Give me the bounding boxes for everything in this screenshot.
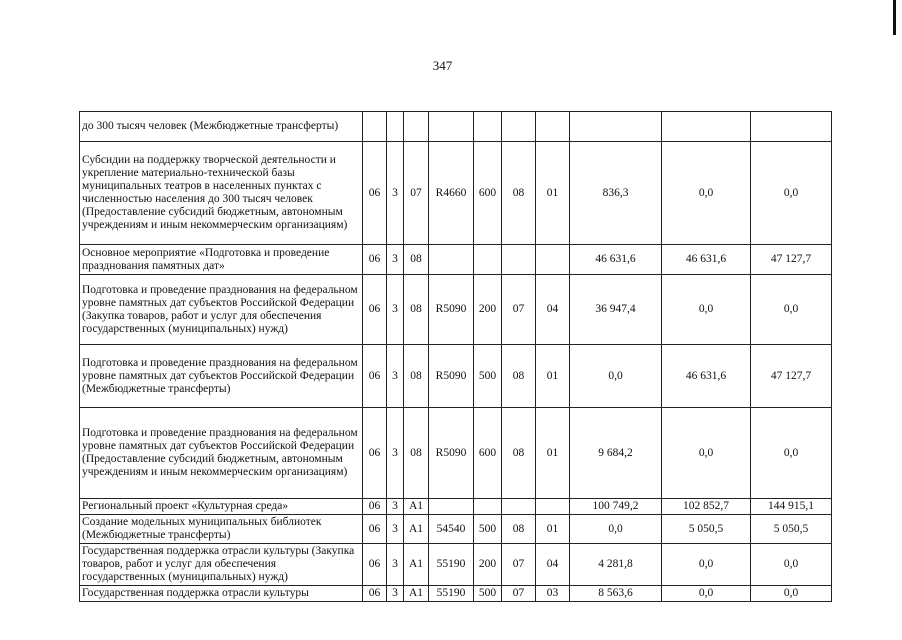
row-v1-cell: 0,0 xyxy=(570,345,662,408)
row-v3-cell: 144 915,1 xyxy=(751,499,832,515)
row-c6-cell: 08 xyxy=(502,408,536,499)
row-c4-cell: R5090 xyxy=(429,275,474,345)
row-c1-cell: 06 xyxy=(363,586,387,602)
row-c4-cell xyxy=(429,499,474,515)
row-name-cell: Субсидии на поддержку творческой деятельности и укрепление материально-технической базы муниципальных театров в населенных пунктах с численностью населения до 300 тысяч человек (Предоставление субсидий бюджетным, автономным учреждениям и иным некоммерческим организациям) xyxy=(80,142,363,245)
row-v1-cell: 100 749,2 xyxy=(570,499,662,515)
row-c1-cell: 06 xyxy=(363,499,387,515)
row-name-cell: до 300 тысяч человек (Межбюджетные трансферты) xyxy=(80,112,363,142)
budget-table xyxy=(79,111,832,602)
row-v2-cell xyxy=(662,112,751,142)
row-c6-cell: 08 xyxy=(502,515,536,544)
row-v1-cell: 36 947,4 xyxy=(570,275,662,345)
row-c6-cell: 08 xyxy=(502,142,536,245)
row-c1-cell: 06 xyxy=(363,544,387,586)
row-c3-cell: A1 xyxy=(404,499,429,515)
row-v1-cell xyxy=(570,112,662,142)
row-name-cell: Подготовка и проведение празднования на федеральном уровне памятных дат субъектов Российской Федерации (Межбюджетные трансферты) xyxy=(80,345,363,408)
row-c2-cell: 3 xyxy=(387,544,404,586)
row-c7-cell: 01 xyxy=(536,408,570,499)
row-v3-cell: 0,0 xyxy=(751,275,832,345)
row-c4-cell xyxy=(429,245,474,275)
row-c4-cell: R5090 xyxy=(429,345,474,408)
row-v3-cell: 5 050,5 xyxy=(751,515,832,544)
row-c7-cell: 01 xyxy=(536,142,570,245)
row-c6-cell xyxy=(502,245,536,275)
table-row xyxy=(80,586,832,602)
row-c2-cell: 3 xyxy=(387,499,404,515)
row-name-cell: Региональный проект «Культурная среда» xyxy=(80,499,363,515)
row-c6-cell: 07 xyxy=(502,586,536,602)
row-v1-cell: 46 631,6 xyxy=(570,245,662,275)
row-name-cell: Государственная поддержка отрасли культуры xyxy=(80,586,363,602)
row-c7-cell: 04 xyxy=(536,544,570,586)
row-c1-cell: 06 xyxy=(363,345,387,408)
row-c3-cell: 08 xyxy=(404,275,429,345)
row-c3-cell: 07 xyxy=(404,142,429,245)
row-v2-cell: 5 050,5 xyxy=(662,515,751,544)
row-v3-cell: 0,0 xyxy=(751,142,832,245)
row-v3-cell: 0,0 xyxy=(751,408,832,499)
row-name-cell: Основное мероприятие «Подготовка и проведение празднования памятных дат» xyxy=(80,245,363,275)
budget-table-body xyxy=(80,112,832,602)
row-c4-cell: R4660 xyxy=(429,142,474,245)
row-c7-cell xyxy=(536,499,570,515)
row-c6-cell: 07 xyxy=(502,275,536,345)
row-v1-cell: 4 281,8 xyxy=(570,544,662,586)
row-v2-cell: 0,0 xyxy=(662,586,751,602)
row-name-cell: Подготовка и проведение празднования на федеральном уровне памятных дат субъектов Российской Федерации (Закупка товаров, работ и услуг для обеспечения государственных (муниципальных) нужд) xyxy=(80,275,363,345)
row-c5-cell: 500 xyxy=(474,586,502,602)
row-c7-cell xyxy=(536,245,570,275)
row-c1-cell: 06 xyxy=(363,245,387,275)
row-v2-cell: 0,0 xyxy=(662,408,751,499)
row-c5-cell: 600 xyxy=(474,142,502,245)
table-row xyxy=(80,345,832,408)
row-c5-cell xyxy=(474,245,502,275)
row-c5-cell: 200 xyxy=(474,544,502,586)
row-v1-cell: 9 684,2 xyxy=(570,408,662,499)
row-c3-cell: A1 xyxy=(404,515,429,544)
row-c4-cell: 55190 xyxy=(429,544,474,586)
row-c3-cell: A1 xyxy=(404,586,429,602)
row-v2-cell: 0,0 xyxy=(662,142,751,245)
row-c1-cell: 06 xyxy=(363,142,387,245)
row-c2-cell: 3 xyxy=(387,515,404,544)
row-v3-cell: 0,0 xyxy=(751,544,832,586)
row-c5-cell: 200 xyxy=(474,275,502,345)
row-c1-cell: 06 xyxy=(363,408,387,499)
row-v3-cell: 47 127,7 xyxy=(751,245,832,275)
table-row xyxy=(80,499,832,515)
row-v1-cell: 0,0 xyxy=(570,515,662,544)
row-c5-cell: 500 xyxy=(474,345,502,408)
row-c2-cell: 3 xyxy=(387,245,404,275)
table-row xyxy=(80,275,832,345)
row-c7-cell: 04 xyxy=(536,275,570,345)
row-c3-cell: 08 xyxy=(404,245,429,275)
row-c3-cell: 08 xyxy=(404,408,429,499)
row-c7-cell xyxy=(536,112,570,142)
row-v2-cell: 0,0 xyxy=(662,275,751,345)
row-c4-cell: 55190 xyxy=(429,586,474,602)
row-v3-cell: 0,0 xyxy=(751,586,832,602)
table-row xyxy=(80,408,832,499)
row-c1-cell: 06 xyxy=(363,275,387,345)
row-name-cell: Создание модельных муниципальных библиотек (Межбюджетные трансферты) xyxy=(80,515,363,544)
row-c3-cell: A1 xyxy=(404,544,429,586)
row-c2-cell: 3 xyxy=(387,408,404,499)
row-c6-cell xyxy=(502,112,536,142)
row-c7-cell: 01 xyxy=(536,345,570,408)
page-number: 347 xyxy=(432,58,453,73)
table-row xyxy=(80,245,832,275)
row-c1-cell xyxy=(363,112,387,142)
row-name-cell: Государственная поддержка отрасли культуры (Закупка товаров, работ и услуг для обеспечения государственных (муниципальных) нужд) xyxy=(80,544,363,586)
row-c4-cell: R5090 xyxy=(429,408,474,499)
row-c2-cell: 3 xyxy=(387,275,404,345)
row-c4-cell: 54540 xyxy=(429,515,474,544)
row-c6-cell: 07 xyxy=(502,544,536,586)
row-c6-cell xyxy=(502,499,536,515)
row-v1-cell: 836,3 xyxy=(570,142,662,245)
row-c5-cell xyxy=(474,112,502,142)
table-row xyxy=(80,142,832,245)
table-row xyxy=(80,112,832,142)
row-v2-cell: 102 852,7 xyxy=(662,499,751,515)
row-c3-cell xyxy=(404,112,429,142)
row-c7-cell: 03 xyxy=(536,586,570,602)
row-v3-cell: 47 127,7 xyxy=(751,345,832,408)
row-c5-cell: 500 xyxy=(474,515,502,544)
table-row xyxy=(80,544,832,586)
row-c2-cell: 3 xyxy=(387,586,404,602)
row-v3-cell xyxy=(751,112,832,142)
row-c4-cell xyxy=(429,112,474,142)
row-v2-cell: 46 631,6 xyxy=(662,245,751,275)
row-c7-cell: 01 xyxy=(536,515,570,544)
row-c2-cell: 3 xyxy=(387,142,404,245)
row-v2-cell: 46 631,6 xyxy=(662,345,751,408)
table-row xyxy=(80,515,832,544)
row-c6-cell: 08 xyxy=(502,345,536,408)
row-v1-cell: 8 563,6 xyxy=(570,586,662,602)
row-c3-cell: 08 xyxy=(404,345,429,408)
row-v2-cell: 0,0 xyxy=(662,544,751,586)
row-c2-cell: 3 xyxy=(387,345,404,408)
row-c5-cell: 600 xyxy=(474,408,502,499)
row-c5-cell xyxy=(474,499,502,515)
row-name-cell: Подготовка и проведение празднования на федеральном уровне памятных дат субъектов Российской Федерации (Предоставление субсидий бюджетным, автономным учреждениям и иным некоммерческим организациям) xyxy=(80,408,363,499)
row-c2-cell xyxy=(387,112,404,142)
row-c1-cell: 06 xyxy=(363,515,387,544)
page-edge-mark xyxy=(893,0,896,35)
